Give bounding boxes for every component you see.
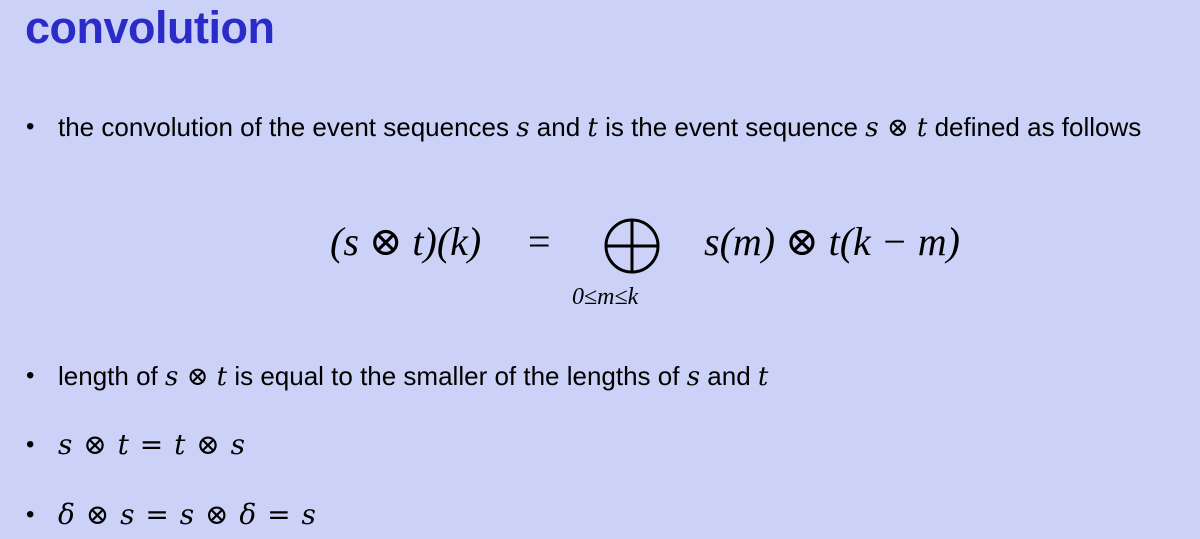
formula-subscript: 0≤m≤k xyxy=(572,284,639,310)
text-segment: defined as follows xyxy=(927,112,1142,142)
text-segment: and xyxy=(529,112,588,142)
math-t: t xyxy=(757,362,769,392)
bullet-dot: • xyxy=(26,113,35,140)
bullet-dot: • xyxy=(26,362,35,389)
bullet-text xyxy=(58,355,1200,398)
bullet-text xyxy=(58,494,1200,536)
text-segment: is the event sequence xyxy=(597,112,866,142)
bullet-text xyxy=(58,106,1200,149)
bullet-dot: • xyxy=(26,431,35,458)
math-identity: δ ⊗ s = s ⊗ δ = s xyxy=(58,498,317,531)
text-segment: the convolution of the event sequences xyxy=(58,112,517,142)
math-s-conv-t: s ⊗ t xyxy=(865,113,928,143)
math-t: t xyxy=(587,113,598,143)
bullet-dot: • xyxy=(26,501,35,528)
bullet-text xyxy=(58,424,1200,466)
text-segment: and xyxy=(700,361,758,391)
big-oplus-icon xyxy=(602,216,662,276)
formula-equals: = xyxy=(528,219,551,264)
math-commutativity: s ⊗ t = t ⊗ s xyxy=(58,428,247,461)
math-s: s xyxy=(516,113,530,143)
text-segment: is equal to the smaller of the lengths of xyxy=(227,361,687,391)
slide-title: convolution xyxy=(25,2,275,53)
math-s-conv-t: s ⊗ t xyxy=(164,362,228,392)
math-s: s xyxy=(686,362,701,392)
formula-lhs: (s ⊗ t)(k) xyxy=(330,219,482,264)
formula-rhs: s(m) ⊗ t(k − m) xyxy=(704,219,960,264)
text-segment: length of xyxy=(58,361,165,391)
convolution-formula xyxy=(330,212,1050,322)
